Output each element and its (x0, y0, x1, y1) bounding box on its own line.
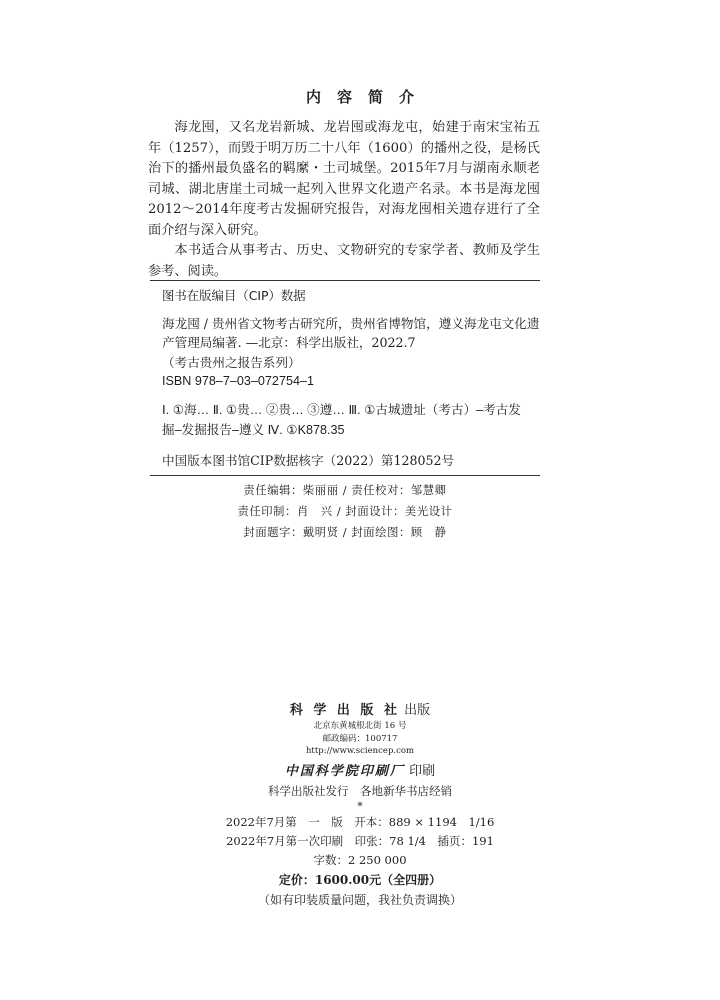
editors-line-3: 封面题字：戴明贤 / 封面绘图：顾 静 (243, 526, 447, 539)
intro-title: 内容简介 (305, 88, 430, 106)
cip-class-ii: Ⅱ. ①贵… ②贵… ③遵… (212, 402, 349, 417)
separator-star: * (357, 799, 363, 813)
price: 定价：1600.00元（全四册） (278, 872, 442, 887)
intro-body (148, 118, 540, 282)
cip-bottom-rule (150, 475, 540, 476)
colophon (150, 702, 570, 910)
publisher-url: http://www.sciencep.com (305, 746, 415, 756)
publisher-postcode: 邮政编码：100717 (322, 733, 398, 744)
editors-block (150, 480, 540, 543)
edition-info: 2022年7月第 一 版 开本：889 × 1194 1/16 (225, 814, 495, 829)
word-count: 字数：2 250 000 (313, 852, 407, 867)
print-label: 印刷 (409, 763, 436, 779)
cip-top-rule (150, 280, 540, 281)
printer-line (150, 762, 570, 782)
cip-series: （考古贵州之报告系列） (162, 354, 301, 370)
printer-name: 中国科学院印刷厂 (284, 763, 405, 779)
publisher-address: 北京东黄城根北街 16 号 (313, 721, 407, 731)
editors-line-1: 责任编辑：柴丽丽 / 责任校对：邹慧卿 (243, 484, 447, 497)
distribution: 科学出版社发行 各地新华书店经销 (268, 783, 452, 798)
cip-class-i: Ⅰ. ①海… (162, 402, 213, 417)
printing-info: 2022年7月第一次印刷 印张：78 1/4 插页：191 (226, 833, 494, 848)
publish-label: 出版 (404, 703, 431, 718)
cip-isbn: ISBN 978–7–03–072754–1 (162, 374, 314, 388)
cip-title: 图书在版编目（CIP）数据 (162, 288, 306, 303)
cip-block (150, 286, 540, 470)
publisher-name: 科 学 出 版 社 (289, 703, 400, 718)
intro-paragraph-2: 本书适合从事考古、历史、文物研究的专家学者、教师及学生参考、阅读。 (148, 243, 540, 279)
quality-notice: （如有印装质量问题，我社负责调换） (257, 892, 462, 907)
cip-classification (150, 400, 540, 441)
publisher-line (150, 702, 570, 720)
cip-core-number: 中国版本图书馆CIP数据核字（2022）第128052号 (162, 452, 455, 468)
cip-class-iii: Ⅲ. ①古城遗址（考古）–考古发掘–发掘报告–遵义 (162, 402, 521, 437)
intro-paragraph-1: 海龙囤，又名龙岩新城、龙岩囤或海龙屯，始建于南宋宝祐五年（1257），而毁于明万历二十八年（1600）的播州之役，是杨氏治下的播州最负盛名的羁縻・土司城堡。2015年7月与湖南永顺老司城、湖北唐崖土司城一起列入世界文化遗产名录。本书是海龙囤2012～2014年度考古发掘研究报告，对海龙囤相关遗存进行了全面介绍与深入研究。 (148, 120, 540, 238)
editors-line-2: 责任印制：肖 兴 / 封面设计：美光设计 (237, 505, 453, 518)
cip-description: 海龙囤 / 贵州省文物考古研究所，贵州省博物馆，遵义海龙屯文化遗产管理局编著. —北京：科学出版社，2022.7 (162, 315, 540, 350)
cip-class-iv: Ⅳ. ①K878.35 (267, 423, 345, 437)
